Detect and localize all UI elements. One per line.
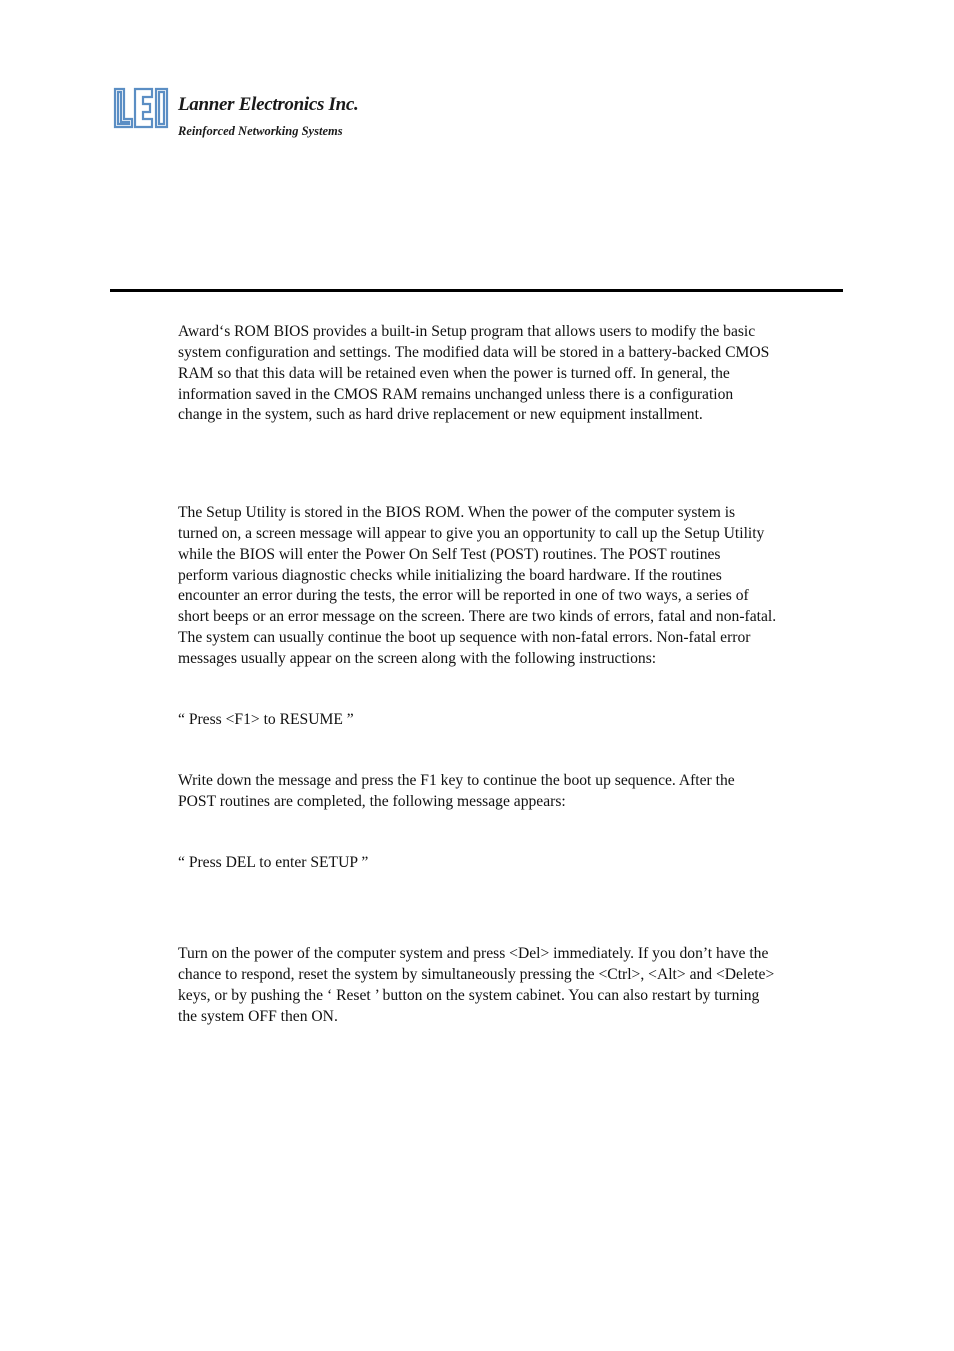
text-line: short beeps or an error message on the screen. There are two kinds of errors, fatal and non-fatal. <box>178 608 777 626</box>
text-line: information saved in the CMOS RAM remains unchanged unless there is a configuration <box>178 385 734 403</box>
text-line: encounter an error during the tests, the error will be reported in one of two ways, a series of <box>178 587 749 605</box>
logo-tagline: Reinforced Networking Systems <box>178 124 343 138</box>
text-line: “ Press <F1> to RESUME ” <box>178 711 354 728</box>
text-line: the system OFF then ON. <box>178 1007 338 1025</box>
text-line: Write down the message and press the F1 key to continue the boot up sequence. After the <box>178 772 735 789</box>
text-line: RAM so that this data will be retained even when the power is turned off. In general, the <box>178 364 730 382</box>
text-line: messages usually appear on the screen along with the following instructions: <box>178 649 657 667</box>
text-line: turned on, a screen message will appear to give you an opportunity to call up the Setup Utility <box>178 524 765 542</box>
text-line: chance to respond, reset the system by simultaneously pressing the <Ctrl>, <Alt> and <Delete> <box>178 965 775 983</box>
text-line: Turn on the power of the computer system and press <Del> immediately. If you don’t have the <box>178 945 769 962</box>
setup-utility-paragraph <box>178 503 850 670</box>
lei-logo-mark-icon <box>112 86 174 130</box>
header-divider <box>110 289 843 292</box>
company-logo <box>112 86 412 146</box>
text-line: “ Press DEL to enter SETUP ” <box>178 854 369 871</box>
setup-message <box>178 853 850 874</box>
text-line: POST routines are completed, the following message appears: <box>178 792 566 810</box>
text-line: while the BIOS will enter the Power On Self Test (POST) routines. The POST routines <box>178 545 721 563</box>
text-line: system configuration and settings. The modified data will be stored in a battery-backed CMOS <box>178 343 770 361</box>
resume-message <box>178 710 850 731</box>
intro-paragraph <box>178 322 850 426</box>
power-on-paragraph <box>178 944 850 1027</box>
write-down-paragraph <box>178 771 850 813</box>
text-line: Award‘s ROM BIOS provides a built-in Setup program that allows users to modify the basic <box>178 323 756 340</box>
text-line: The system can usually continue the boot up sequence with non-fatal errors. Non-fatal error <box>178 629 751 647</box>
text-line: change in the system, such as hard drive replacement or new equipment installment. <box>178 406 703 424</box>
logo-company-name: Lanner Electronics Inc. <box>178 94 359 115</box>
text-line: keys, or by pushing the ‘ Reset ’ button on the system cabinet. You can also restart by turning <box>178 986 760 1004</box>
text-line: perform various diagnostic checks while initializing the board hardware. If the routines <box>178 566 722 584</box>
text-line: The Setup Utility is stored in the BIOS ROM. When the power of the computer system is <box>178 504 736 521</box>
